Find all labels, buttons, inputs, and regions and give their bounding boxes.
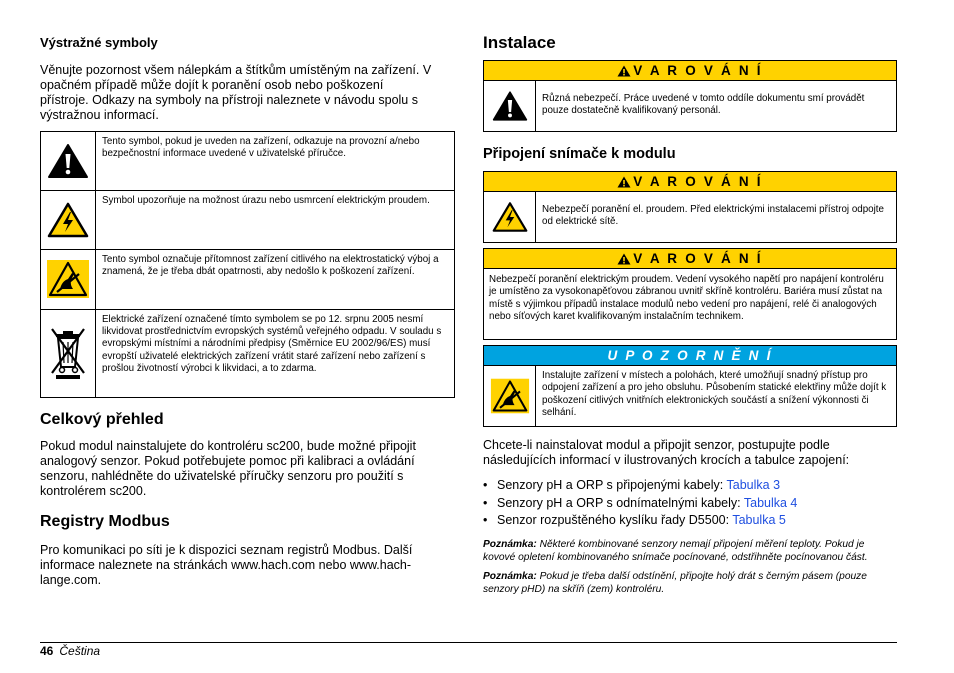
table-3-link[interactable]: Tabulka 3 bbox=[726, 478, 781, 492]
sensor-list bbox=[483, 477, 897, 530]
right-column bbox=[483, 33, 897, 597]
shock-warning-2-text: Nebezpečí poranění elektrickým proudem. Vedení vysokého napětí pro napájení kontroléru je umístěno za vysokonapěťovou zábranou uvnitř skříně kontroléru. Bariéra musí zůstat na místě s výjimkou případů instalace modulů nebo vedení pro napájení, relé či analogových nebo síťových karet kvalifikovaným instalačním technikem. bbox=[489, 274, 884, 323]
page-footer bbox=[40, 644, 100, 658]
symbols-table bbox=[40, 131, 455, 398]
shock-warning-box bbox=[483, 171, 897, 243]
note-label: Poznámka: bbox=[483, 571, 537, 583]
symbols-intro: Věnujte pozornost všem nálepkám a štítkům umístěným na zařízení. V opačném případě může dojít k poranění osob nebo poškození přístroje. Odkazy na symboly na přístroji naleznete v návodu spolu s výstražnou informací. bbox=[40, 63, 432, 122]
overview-heading: Celkový přehled bbox=[40, 411, 164, 428]
table-row bbox=[41, 132, 455, 191]
footer-divider bbox=[40, 642, 897, 643]
left-column bbox=[40, 33, 455, 588]
note-label: Poznámka: bbox=[483, 538, 537, 550]
warning-banner bbox=[483, 171, 897, 191]
connect-heading: Připojení snímače k modulu bbox=[483, 146, 676, 162]
esd-sensitive-icon bbox=[484, 366, 536, 426]
list-item: • Senzory pH a ORP s připojenými kabely: Tabulka 3 bbox=[483, 477, 897, 495]
esd-sensitive-icon bbox=[41, 250, 95, 308]
warning-label: V A R O V Á N Í bbox=[633, 251, 763, 266]
list-item: • Senzory pH a ORP s odnímatelnými kabely: Tabulka 4 bbox=[483, 495, 897, 513]
caution-banner: U P O Z O R N Ě N Í bbox=[483, 345, 897, 365]
caution-text: Instalujte zařízení v místech a polohách, které umožňují snadný přístup pro odpojení zařízení a pro jeho obsluhu. Působením statické elektřiny může dojít k poškození citlivých vnitřních elektronických součástí a snížení výkonnosti či selhání. bbox=[542, 370, 887, 419]
table-4-link[interactable]: Tabulka 4 bbox=[743, 495, 798, 510]
install-warning-text: Různá nebezpečí. Práce uvedené v tomto oddíle dokumentu smí provádět pouze dostatečně kvalifikovaný personál. bbox=[542, 93, 865, 117]
symbol-description: Symbol upozorňuje na možnost úrazu nebo usmrcení elektrickým proudem. bbox=[96, 191, 455, 250]
table-row bbox=[41, 250, 455, 310]
footer-language: Čeština bbox=[59, 644, 101, 658]
symbol-description: Tento symbol, pokud je uveden na zařízení, odkazuje na provozní a/nebo bezpečnostní informace uvedené v uživatelské příručce. bbox=[96, 132, 455, 191]
overview-text: Pokud modul nainstalujete do kontroléru sc200, bude možné připojit analogový senzor. Pokud potřebujete pomoc při kalibraci a ovládání senzoru, nahlédněte do uživatelské příručky senzoru pro použití s kontrolérem sc200. bbox=[40, 439, 416, 498]
symbols-heading: Výstražné symboly bbox=[40, 35, 158, 50]
warning-triangle-icon bbox=[617, 174, 631, 194]
warning-triangle-icon bbox=[617, 63, 631, 83]
install-heading: Instalace bbox=[483, 33, 556, 52]
caution-box bbox=[483, 345, 897, 427]
list-item: • Senzor rozpuštěného kyslíku řady D5500: Tabulka 5 bbox=[483, 512, 897, 530]
page-number: 46 bbox=[40, 644, 54, 658]
general-warning-icon bbox=[484, 81, 536, 131]
weee-crossed-bin-icon bbox=[41, 310, 95, 396]
modbus-heading: Registry Modbus bbox=[40, 513, 170, 530]
electric-shock-icon bbox=[484, 192, 536, 242]
warning-banner bbox=[483, 60, 897, 80]
table-row bbox=[41, 310, 455, 398]
symbol-description: Tento symbol označuje přítomnost zařízení citlivého na elektrostatický výboj a znamená, že je třeba dbát opatrnosti, aby nedošlo k poškození zařízení. bbox=[96, 250, 455, 310]
table-row bbox=[41, 191, 455, 250]
electric-shock-icon bbox=[41, 191, 95, 248]
warning-triangle-icon bbox=[617, 251, 631, 271]
shock-warning-text: Nebezpečí poranění el. proudem. Před elektrickými instalacemi přístroj odpojte od elektrické sítě. bbox=[542, 204, 884, 228]
connect-intro: Chcete-li nainstalovat modul a připojit senzor, postupujte podle následujících informací v ilustrovaných krocích a tabulce zapojení: bbox=[483, 438, 850, 467]
general-warning-icon bbox=[41, 132, 95, 189]
note-1: Poznámka: Některé kombinované senzory nemají připojení měření teploty. Pokud je kovové opletení kombinovaného snímače pocínované, odstřihněte pocínovanou část. bbox=[483, 538, 868, 563]
note-2: Poznámka: Pokud je třeba další odstínění, připojte holý drát s černým pásem (pouze senzory pHD) na skříň (zem) kontroléru. bbox=[483, 571, 867, 596]
modbus-text: Pro komunikaci po síti je k dispozici seznam registrů Modbus. Další informace naleznete na stránkách www.hach.com nebo www.hach-lange.com. bbox=[40, 543, 413, 587]
warning-label: V A R O V Á N Í bbox=[633, 63, 763, 78]
symbol-description: Elektrické zařízení označené tímto symbolem se po 12. srpnu 2005 nesmí likvidovat prostřednictvím evropských systémů veřejného odpadu. V souladu s evropskými místními a národními předpisy (Směrnice EU 2002/96/ES) musí evropští uživatelé elektrických zařízení vrátit staré zařízení nebo zařízení s prošlou životností výrobci k likvidaci, a to zdarma. bbox=[96, 310, 455, 398]
warning-label: V A R O V Á N Í bbox=[633, 174, 763, 189]
table-5-link[interactable]: Tabulka 5 bbox=[732, 513, 786, 527]
shock-warning-box-2 bbox=[483, 248, 897, 340]
warning-banner bbox=[483, 248, 897, 268]
install-warning-box bbox=[483, 60, 897, 132]
